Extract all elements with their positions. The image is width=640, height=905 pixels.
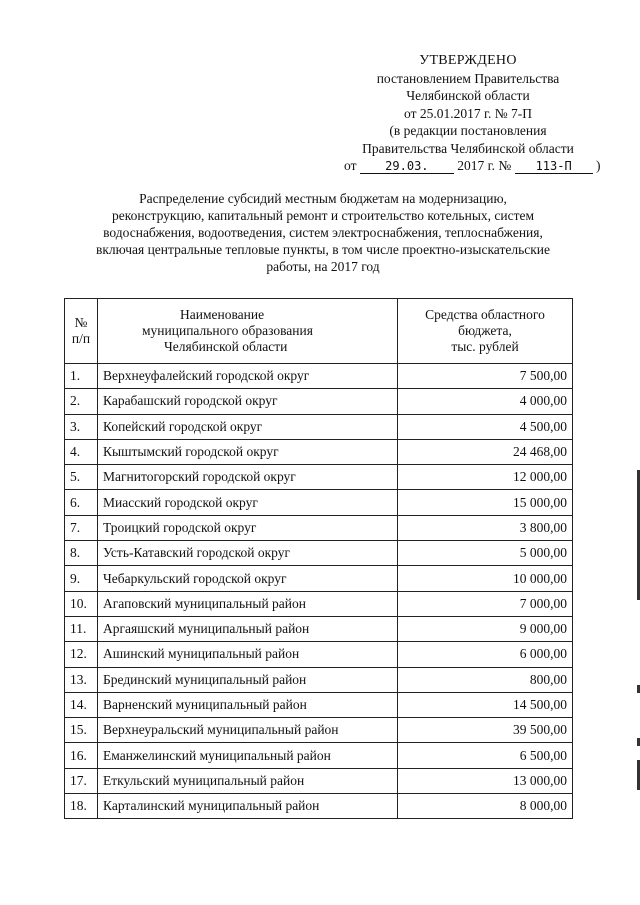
municipality-name: Кыштымский городской округ (98, 439, 398, 464)
header-number (65, 299, 98, 364)
row-number: 11. (65, 616, 98, 641)
header-amount-line: бюджета, (458, 323, 512, 338)
row-number: 1. (65, 364, 98, 389)
approval-block (330, 52, 606, 175)
municipality-name: Варненский муниципальный район (98, 692, 398, 717)
title-line: Распределение субсидий местным бюджетам на модернизацию, (139, 191, 507, 206)
municipality-name: Агаповский муниципальный район (98, 591, 398, 616)
header-name-line: муниципального образования (142, 323, 313, 338)
row-number: 3. (65, 414, 98, 439)
header-amount-line: тыс. рублей (451, 339, 519, 354)
municipality-name: Брединский муниципальный район (98, 667, 398, 692)
table-row (65, 515, 573, 540)
municipality-name: Аргаяшский муниципальный район (98, 616, 398, 641)
row-number: 7. (65, 515, 98, 540)
amount-value: 15 000,00 (398, 490, 573, 515)
table-row (65, 718, 573, 743)
table-row (65, 439, 573, 464)
table-row (65, 414, 573, 439)
municipality-name: Еткульский муниципальный район (98, 768, 398, 793)
order-year: 2017 г. № (457, 158, 512, 173)
row-number: 13. (65, 667, 98, 692)
approval-line: Правительства Челябинской области (362, 140, 574, 156)
approval-line: (в редакции постановления (389, 123, 547, 138)
table-body (65, 364, 573, 819)
approval-heading: УТВЕРЖДЕНО (419, 53, 517, 68)
table-row (65, 794, 573, 819)
header-amount-line: Средства областного (425, 307, 545, 322)
amount-value: 24 468,00 (398, 439, 573, 464)
header-number-line: п/п (71, 331, 91, 346)
row-number: 18. (65, 794, 98, 819)
municipality-name: Магнитогорский городской округ (98, 465, 398, 490)
amount-value: 10 000,00 (398, 566, 573, 591)
table-row (65, 566, 573, 591)
row-number: 8. (65, 541, 98, 566)
order-prefix: от (344, 158, 357, 173)
municipality-name: Еманжелинский муниципальный район (98, 743, 398, 768)
row-number: 15. (65, 718, 98, 743)
table-row (65, 642, 573, 667)
header-municipality (98, 299, 398, 364)
amount-value: 7 500,00 (398, 364, 573, 389)
table-row (65, 743, 573, 768)
subsidy-table (64, 298, 573, 819)
amount-value: 9 000,00 (398, 616, 573, 641)
approval-line: от 25.01.2017 г. № 7-П (404, 105, 532, 121)
municipality-name: Копейский городской округ (98, 414, 398, 439)
document-title (60, 190, 586, 275)
header-name-line: Челябинской области (164, 339, 288, 354)
amount-value: 4 500,00 (398, 414, 573, 439)
header-name-line: Наименование (180, 307, 265, 322)
table-header-row (65, 299, 573, 364)
amount-value: 4 000,00 (398, 389, 573, 414)
municipality-name: Чебаркульский городской округ (98, 566, 398, 591)
title-line: включая центральные тепловые пункты, в том числе проектно-изыскательские (95, 242, 551, 257)
table-row (65, 768, 573, 793)
title-line: работы, на 2017 год (266, 259, 380, 274)
row-number: 2. (65, 389, 98, 414)
table-row (65, 389, 573, 414)
amount-value: 800,00 (398, 667, 573, 692)
amendment-order-line (330, 157, 606, 175)
municipality-name: Троицкий городской округ (98, 515, 398, 540)
title-line: водоснабжения, водоотведения, систем электроснабжения, теплоснабжения, (103, 225, 543, 240)
table-row (65, 692, 573, 717)
amount-value: 3 800,00 (398, 515, 573, 540)
table-row (65, 541, 573, 566)
row-number: 16. (65, 743, 98, 768)
table-row (65, 465, 573, 490)
approval-line: постановлением Правительства (376, 70, 560, 86)
amount-value: 6 000,00 (398, 642, 573, 667)
row-number: 17. (65, 768, 98, 793)
amount-value: 14 500,00 (398, 692, 573, 717)
table-row (65, 364, 573, 389)
row-number: 9. (65, 566, 98, 591)
municipality-name: Карабашский городской округ (98, 389, 398, 414)
row-number: 14. (65, 692, 98, 717)
amount-value: 5 000,00 (398, 541, 573, 566)
amount-value: 8 000,00 (398, 794, 573, 819)
header-amount (398, 299, 573, 364)
municipality-name: Карталинский муниципальный район (98, 794, 398, 819)
municipality-name: Верхнеуфалейский городской округ (98, 364, 398, 389)
header-number-line: № (74, 315, 88, 330)
order-date: 29.03. (360, 159, 454, 174)
row-number: 10. (65, 591, 98, 616)
amount-value: 39 500,00 (398, 718, 573, 743)
table-row (65, 591, 573, 616)
order-suffix: ) (596, 158, 601, 173)
amount-value: 12 000,00 (398, 465, 573, 490)
amount-value: 7 000,00 (398, 591, 573, 616)
table-row (65, 667, 573, 692)
municipality-name: Усть-Катавский городской округ (98, 541, 398, 566)
municipality-name: Миасский городской округ (98, 490, 398, 515)
amount-value: 6 500,00 (398, 743, 573, 768)
table-row (65, 616, 573, 641)
title-line: реконструкцию, капитальный ремонт и строительство котельных, систем (111, 208, 535, 223)
municipality-name: Ашинский муниципальный район (98, 642, 398, 667)
municipality-name: Верхнеуральский муниципальный район (98, 718, 398, 743)
approval-line: Челябинской области (406, 88, 530, 103)
table-row (65, 490, 573, 515)
row-number: 5. (65, 465, 98, 490)
row-number: 12. (65, 642, 98, 667)
row-number: 6. (65, 490, 98, 515)
order-number: 113-П (515, 159, 593, 174)
row-number: 4. (65, 439, 98, 464)
amount-value: 13 000,00 (398, 768, 573, 793)
